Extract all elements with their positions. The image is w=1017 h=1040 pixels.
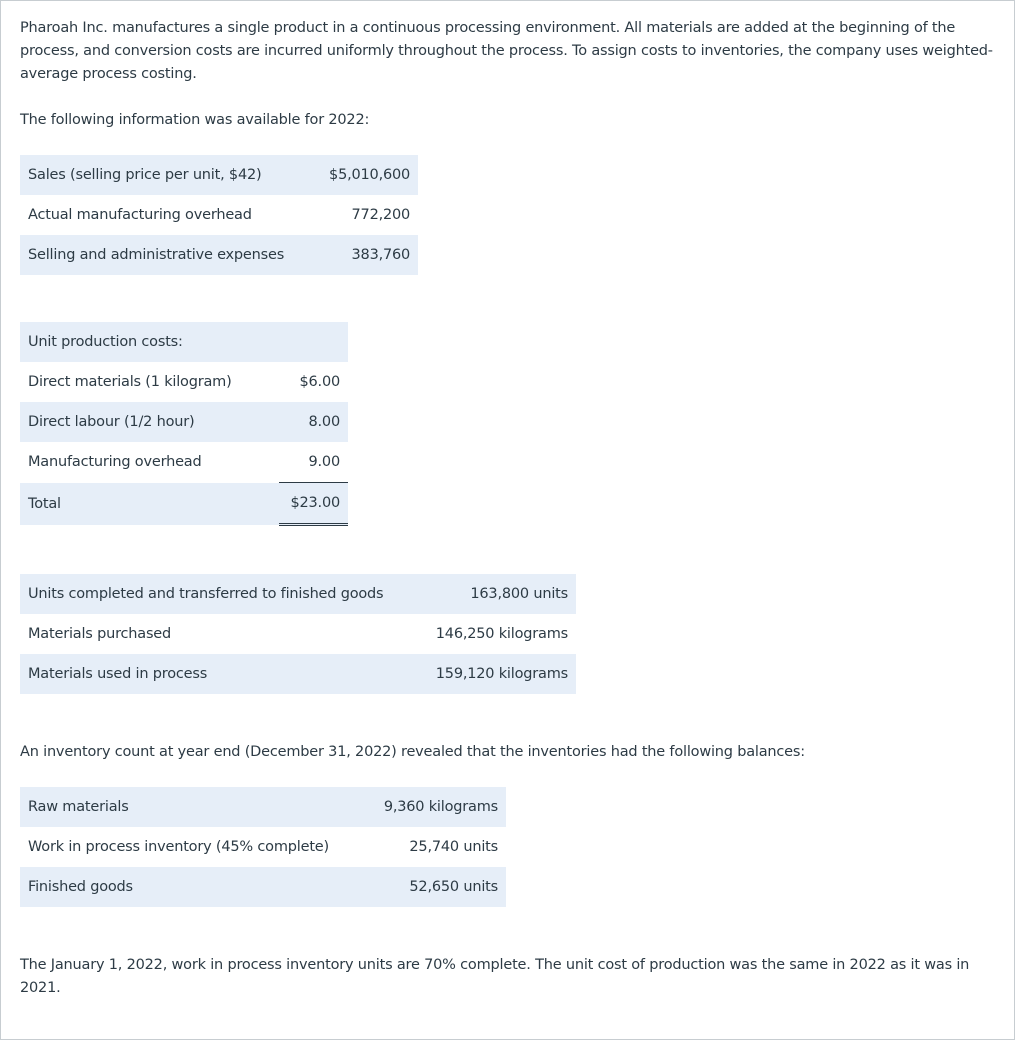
inventory-balances-table	[20, 787, 506, 907]
table-row	[20, 654, 576, 694]
table-row	[20, 322, 348, 362]
row-label: Manufacturing overhead	[20, 442, 279, 483]
production-data-table	[20, 574, 576, 694]
unit-costs-table	[20, 322, 348, 526]
row-value: 159,120 kilograms	[416, 654, 576, 694]
table-row	[20, 827, 506, 867]
row-value: $6.00	[279, 362, 348, 402]
row-label: Materials purchased	[20, 614, 416, 654]
closing-paragraph: The January 1, 2022, work in process inventory units are 70% complete. The unit cost of production was the same in 2022 as it was in 2021.	[20, 957, 970, 996]
row-value: 163,800 units	[416, 574, 576, 614]
info-available-text: The following information was available for 2022:	[20, 112, 370, 128]
inventory-intro-text: An inventory count at year end (December 31, 2022) revealed that the inventories had the following balances:	[20, 744, 805, 760]
row-value: 9.00	[279, 442, 348, 483]
row-label: Selling and administrative expenses	[20, 235, 292, 275]
table-row	[20, 483, 348, 525]
table-row	[20, 155, 418, 195]
table-row	[20, 787, 506, 827]
unit-costs-header: Unit production costs:	[20, 322, 279, 362]
row-label: Work in process inventory (45% complete)	[20, 827, 364, 867]
row-value: 8.00	[279, 402, 348, 442]
row-label: Actual manufacturing overhead	[20, 195, 292, 235]
table-row	[20, 195, 418, 235]
row-value: 25,740 units	[364, 827, 506, 867]
row-value: $5,010,600	[292, 155, 418, 195]
intro-paragraph: Pharoah Inc. manufactures a single product in a continuous processing environment. All materials are added at the beginning of the process, and conversion costs are incurred uniformly throughout the process. To assign costs to inventories, the company uses weighted-average process costing.	[20, 20, 993, 82]
total-value: $23.00	[279, 483, 348, 525]
row-value: 772,200	[292, 195, 418, 235]
table-row	[20, 235, 418, 275]
row-value: 9,360 kilograms	[364, 787, 506, 827]
total-label: Total	[20, 483, 279, 525]
table-row	[20, 614, 576, 654]
table-row	[20, 574, 576, 614]
row-label: Materials used in process	[20, 654, 416, 694]
table-row	[20, 402, 348, 442]
row-label: Sales (selling price per unit, $42)	[20, 155, 292, 195]
row-value: 146,250 kilograms	[416, 614, 576, 654]
row-label: Finished goods	[20, 867, 364, 907]
row-label: Raw materials	[20, 787, 364, 827]
table-row	[20, 442, 348, 483]
table-row	[20, 362, 348, 402]
row-value: 52,650 units	[364, 867, 506, 907]
row-label: Direct materials (1 kilogram)	[20, 362, 279, 402]
row-value: 383,760	[292, 235, 418, 275]
table-row	[20, 867, 506, 907]
row-label: Direct labour (1/2 hour)	[20, 402, 279, 442]
income-data-table	[20, 155, 418, 275]
row-label: Units completed and transferred to finished goods	[20, 574, 416, 614]
